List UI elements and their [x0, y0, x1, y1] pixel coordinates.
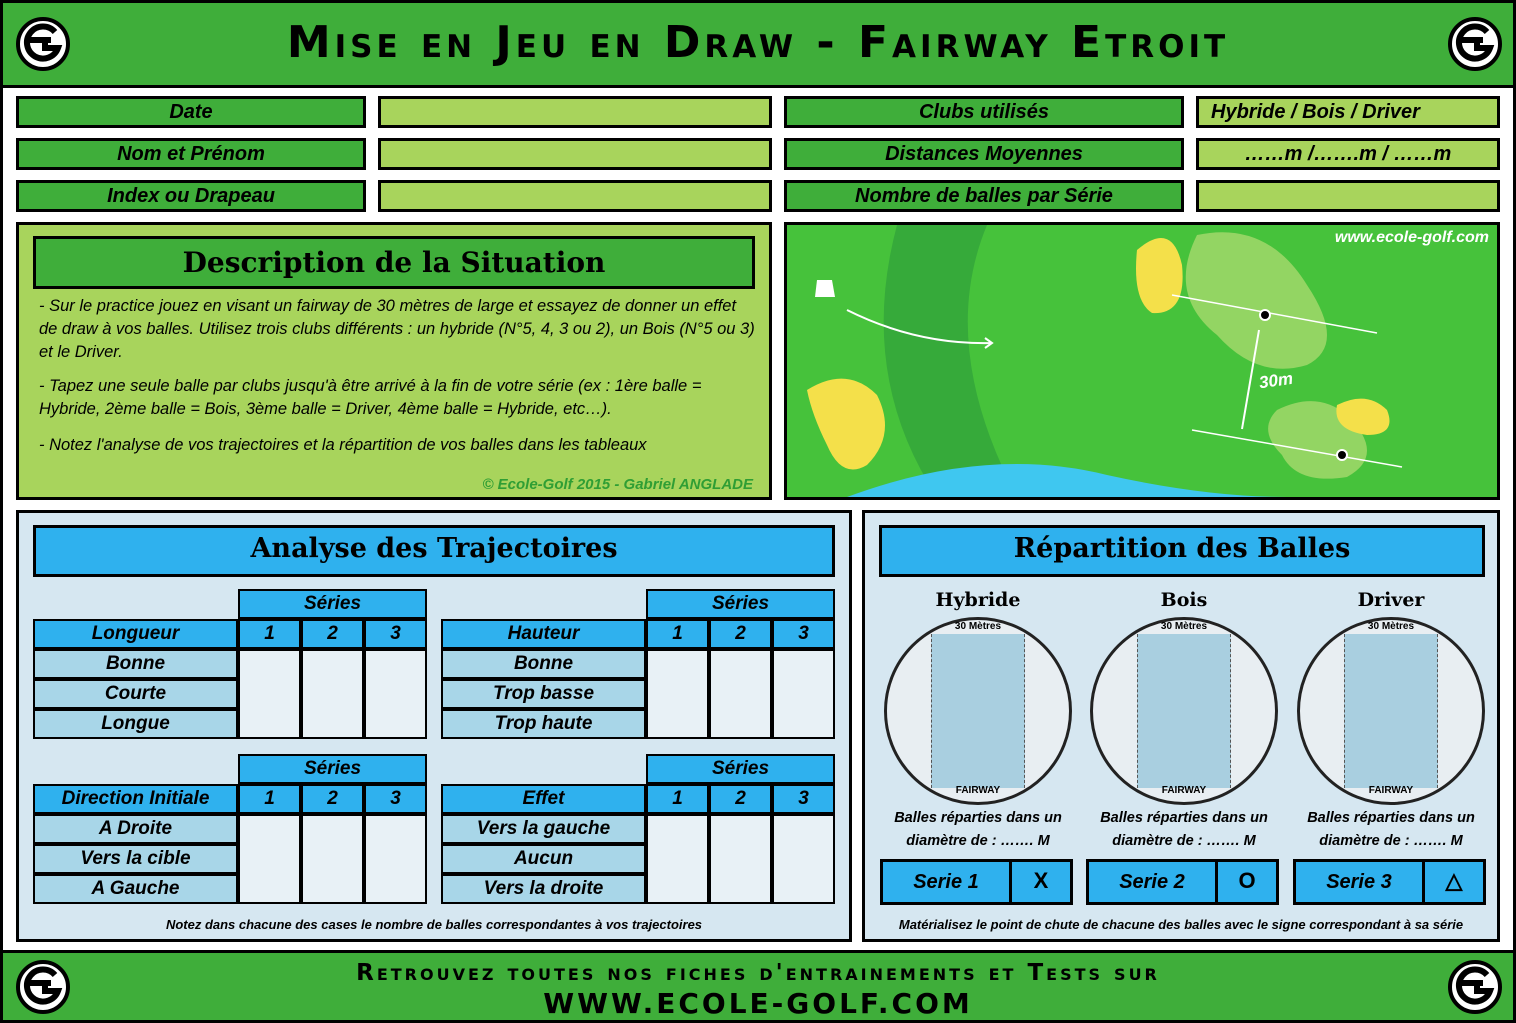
club-name-hybride: Hybride — [935, 589, 1021, 611]
row-label: Bonne — [441, 649, 646, 679]
serie-label: Serie 1 — [883, 862, 1012, 902]
landing-circle-hybride[interactable] — [884, 617, 1072, 805]
col-1: 1 — [646, 619, 709, 649]
ecole-golf-logo-icon — [1447, 959, 1503, 1015]
serie-label: Serie 2 — [1089, 862, 1218, 902]
description-paragraph-2: - Tapez une seule balle par clubs jusqu'à être arrivé à la fin de votre série (ex : 1ère balle = Hybride, 2ème balle = Bois, 3ème balle = Driver, 4ème balle = Hybride, etc…). — [39, 377, 702, 418]
diameter-text-1: Balles réparties dans un — [894, 810, 1062, 826]
serie-2-legend — [1086, 859, 1279, 905]
diameter-text-1b: diamètre de : ……. M — [906, 833, 1050, 849]
table-header-effet: Effet — [441, 784, 646, 814]
row-label: Trop haute — [441, 709, 646, 739]
repartition-note: Matérialisez le point de chute de chacune des balles avec le signe correspondant à sa série — [898, 917, 1464, 932]
fairway-label: FAIRWAY — [955, 785, 1001, 796]
diameter-text-3: Balles réparties dans un — [1307, 810, 1475, 826]
course-map — [784, 222, 1500, 500]
entry-cell[interactable] — [772, 814, 835, 904]
x-mark-icon: X — [1033, 868, 1049, 893]
entry-cell[interactable] — [646, 649, 709, 739]
col-2: 2 — [301, 619, 364, 649]
serie-label: Serie 3 — [1296, 862, 1425, 902]
page-title: Mise en Jeu en Draw - Fairway Etroit — [286, 17, 1230, 68]
analysis-title: Analyse des Trajectoires — [33, 525, 835, 577]
col-2: 2 — [709, 619, 772, 649]
entry-cell[interactable] — [709, 649, 772, 739]
clubs-label: Clubs utilisés — [784, 96, 1184, 128]
triangle-mark-icon: △ — [1445, 868, 1463, 893]
entry-cell[interactable] — [301, 814, 364, 904]
analysis-panel — [16, 510, 852, 942]
serie-3-legend — [1293, 859, 1486, 905]
series-header: Séries — [238, 754, 427, 784]
repartition-panel — [862, 510, 1500, 942]
entry-cell[interactable] — [238, 649, 301, 739]
row-label: Courte — [33, 679, 238, 709]
series-header: Séries — [646, 589, 835, 619]
course-map-illustration — [787, 225, 1497, 497]
col-2: 2 — [301, 784, 364, 814]
name-field[interactable] — [378, 138, 772, 170]
copyright-text: © Ecole-Golf 2015 - Gabriel ANGLADE — [482, 476, 753, 493]
date-label: Date — [16, 96, 366, 128]
entry-cell[interactable] — [364, 814, 427, 904]
description-title: Description de la Situation — [33, 236, 755, 289]
row-label: Bonne — [33, 649, 238, 679]
row-label: Longue — [33, 709, 238, 739]
col-3: 3 — [364, 784, 427, 814]
ecole-golf-logo-icon — [15, 959, 71, 1015]
footer-band — [0, 950, 1516, 1023]
map-distance-label: 30m — [1257, 368, 1295, 393]
ecole-golf-logo-icon — [15, 16, 71, 72]
date-field[interactable] — [378, 96, 772, 128]
analysis-note: Notez dans chacune des cases le nombre de balles correspondantes à vos trajectoires — [165, 917, 703, 932]
fairway-label: FAIRWAY — [1368, 785, 1414, 796]
col-2: 2 — [709, 784, 772, 814]
entry-cell[interactable] — [772, 649, 835, 739]
map-url-text: www.ecole-golf.com — [1334, 229, 1489, 246]
serie-1-legend — [880, 859, 1073, 905]
row-label: A Droite — [33, 814, 238, 844]
ecole-golf-logo-icon — [1447, 16, 1503, 72]
entry-cell[interactable] — [364, 649, 427, 739]
clubs-value: Hybride / Bois / Driver — [1196, 96, 1500, 128]
repartition-title: Répartition des Balles — [879, 525, 1485, 577]
col-3: 3 — [364, 619, 427, 649]
fairway-label: FAIRWAY — [1161, 785, 1207, 796]
entry-cell[interactable] — [238, 814, 301, 904]
entry-cell[interactable] — [301, 649, 364, 739]
footer-website-link[interactable]: WWW.ECOLE-GOLF.COM — [543, 987, 973, 1020]
col-1: 1 — [238, 619, 301, 649]
club-name-driver: Driver — [1357, 589, 1425, 611]
row-label: Aucun — [441, 844, 646, 874]
distances-field[interactable]: ……m /…….m / ……m — [1196, 138, 1500, 170]
col-3: 3 — [772, 784, 835, 814]
col-3: 3 — [772, 619, 835, 649]
distances-label: Distances Moyennes — [784, 138, 1184, 170]
circle-width-label: 30 Mètres — [954, 621, 1002, 632]
index-field[interactable] — [378, 180, 772, 212]
balls-per-series-label: Nombre de balles par Série — [784, 180, 1184, 212]
circle-mark-icon: O — [1238, 868, 1256, 893]
table-header-direction: Direction Initiale — [33, 784, 238, 814]
series-header: Séries — [238, 589, 427, 619]
circle-width-label: 30 Mètres — [1160, 621, 1208, 632]
landing-circle-driver[interactable] — [1297, 617, 1485, 805]
row-label: Vers la gauche — [441, 814, 646, 844]
col-1: 1 — [646, 784, 709, 814]
description-panel — [16, 222, 772, 500]
landing-circle-bois[interactable] — [1090, 617, 1278, 805]
series-header: Séries — [646, 754, 835, 784]
diameter-text-2b: diamètre de : ……. M — [1112, 833, 1256, 849]
row-label: Vers la cible — [33, 844, 238, 874]
footer-line-1: Retrouvez toutes nos fiches d'entrainements et Tests sur — [356, 960, 1160, 986]
table-header-hauteur: Hauteur — [441, 619, 646, 649]
description-paragraph-3: - Notez l'analyse de vos trajectoires et la répartition de vos balles dans les tableaux — [39, 436, 647, 454]
balls-per-series-field[interactable] — [1196, 180, 1500, 212]
table-header-longueur: Longueur — [33, 619, 238, 649]
row-label: Vers la droite — [441, 874, 646, 904]
circle-width-label: 30 Mètres — [1367, 621, 1415, 632]
row-label: A Gauche — [33, 874, 238, 904]
fairway-zone — [931, 634, 1025, 788]
club-name-bois: Bois — [1160, 589, 1208, 611]
fairway-zone — [1344, 634, 1438, 788]
diameter-text-2: Balles réparties dans un — [1100, 810, 1268, 826]
diameter-text-3b: diamètre de : ……. M — [1319, 833, 1463, 849]
fairway-zone — [1137, 634, 1231, 788]
col-1: 1 — [238, 784, 301, 814]
entry-cell[interactable] — [709, 814, 772, 904]
entry-cell[interactable] — [646, 814, 709, 904]
row-label: Trop basse — [441, 679, 646, 709]
description-paragraph-1: - Sur le practice jouez en visant un fairway de 30 mètres de large et essayez de donner un effet de draw à vos balles. Utilisez trois clubs différents : un hybride (N°5, 4, 3 ou 2), un Bois (N°5 ou 3) et le Driver. — [39, 297, 755, 361]
header-band — [0, 0, 1516, 88]
name-label: Nom et Prénom — [16, 138, 366, 170]
index-label: Index ou Drapeau — [16, 180, 366, 212]
